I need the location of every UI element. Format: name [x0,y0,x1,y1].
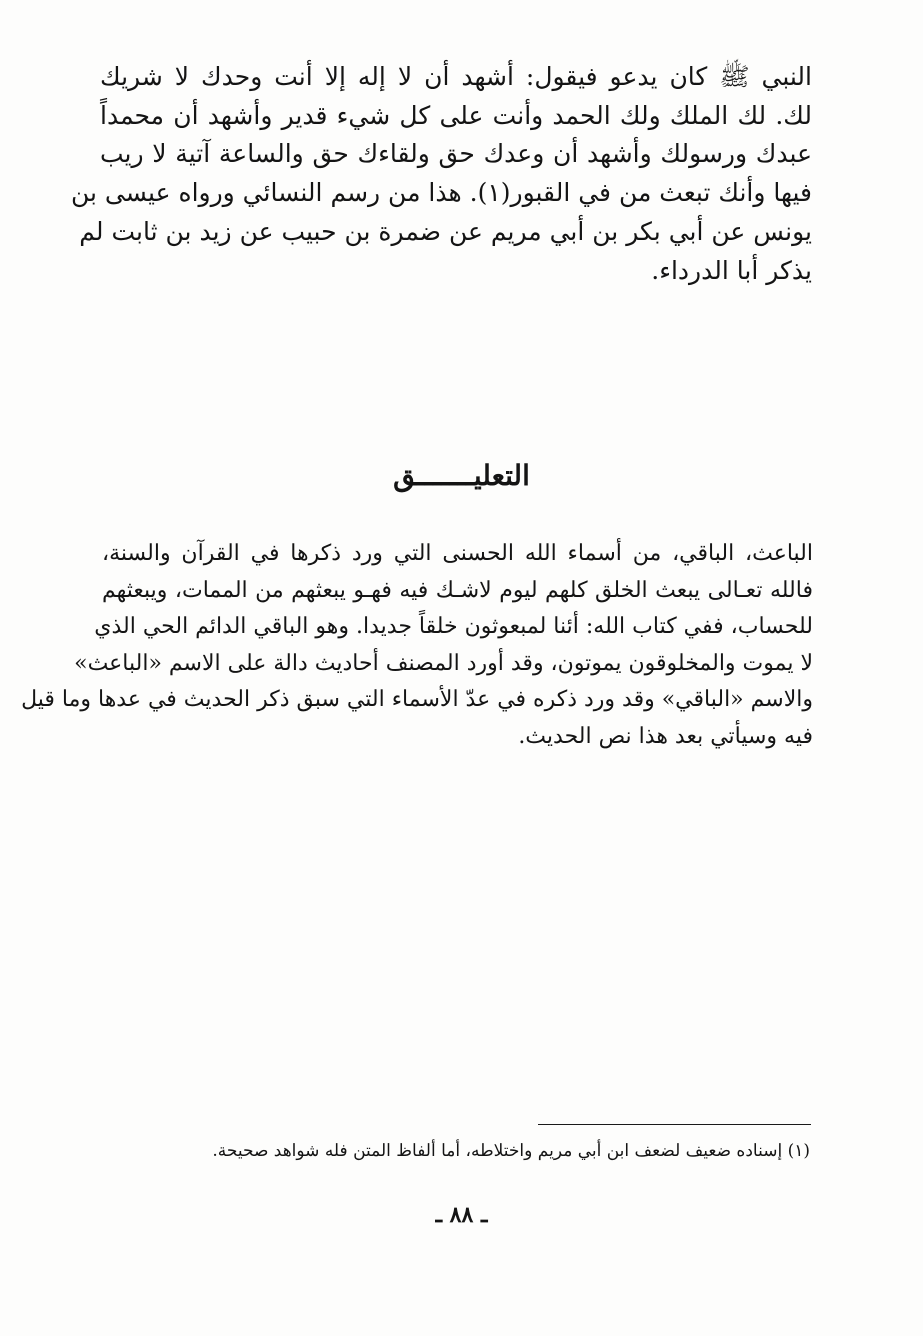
commentary-line: فيه وسيأتي بعد هذا نص الحديث. [518,723,813,749]
hadith-line: لك. لك الملك ولك الحمد وأنت على كل شيء قدير وأشهد أن محمداً [100,100,812,130]
footnote-text: (١) إسناده ضعيف لضعف ابن أبي مريم واختلاطه، أما ألفاظ المتن فله شواهد صحيحة. [212,1141,810,1161]
page-number: ـ ٨٨ ـ [435,1202,488,1228]
commentary-line: والاسم «الباقي» وقد ورد ذكره في عدّ الأسماء التي سبق ذكر الحديث في عدها وما قيل [21,687,813,712]
commentary-paragraph [21,536,813,755]
hadith-line: فيها وأنك تبعث من في القبور(١). هذا من رسم النسائي ورواه عيسى بن [70,178,812,208]
hadith-line: يونس عن أبي بكر بن أبي مريم عن ضمرة بن حبيب عن زيد بن ثابت لم [79,216,812,246]
commentary-line: فالله تعـالى يبعث الخلق كلهم ليوم لاشـك فيه فهـو يبعثهم من الممات، ويبعثهم [102,577,813,603]
footnote [150,1136,810,1166]
commentary-line: لا يموت والمخلوقون يموتون، وقد أورد المصنف أحاديث دالة على الاسم «الباعث» [74,650,813,676]
hadith-line: النبي ﷺ كان يدعو فيقول: أشهد أن لا إله إلا أنت وحدك لا شريك [100,62,812,91]
hadith-line: يذكر أبا الدرداء. [651,255,812,285]
hadith-paragraph [70,58,812,290]
hadith-line: عبدك ورسولك وأشهد أن وعدك حق ولقاءك حق والساعة آتية لا ريب [100,139,812,169]
commentary-heading: التعليـــــــق [393,459,530,492]
commentary-line: للحساب، ففي كتاب الله: أئنا لمبعوثون خلقاً جديدا. وهو الباقي الدائم الحي الذي [94,614,813,639]
footnote-separator [538,1124,811,1125]
commentary-line: الباعث، الباقي، من أسماء الله الحسنى التي ورد ذكرها في القرآن والسنة، [102,541,813,566]
